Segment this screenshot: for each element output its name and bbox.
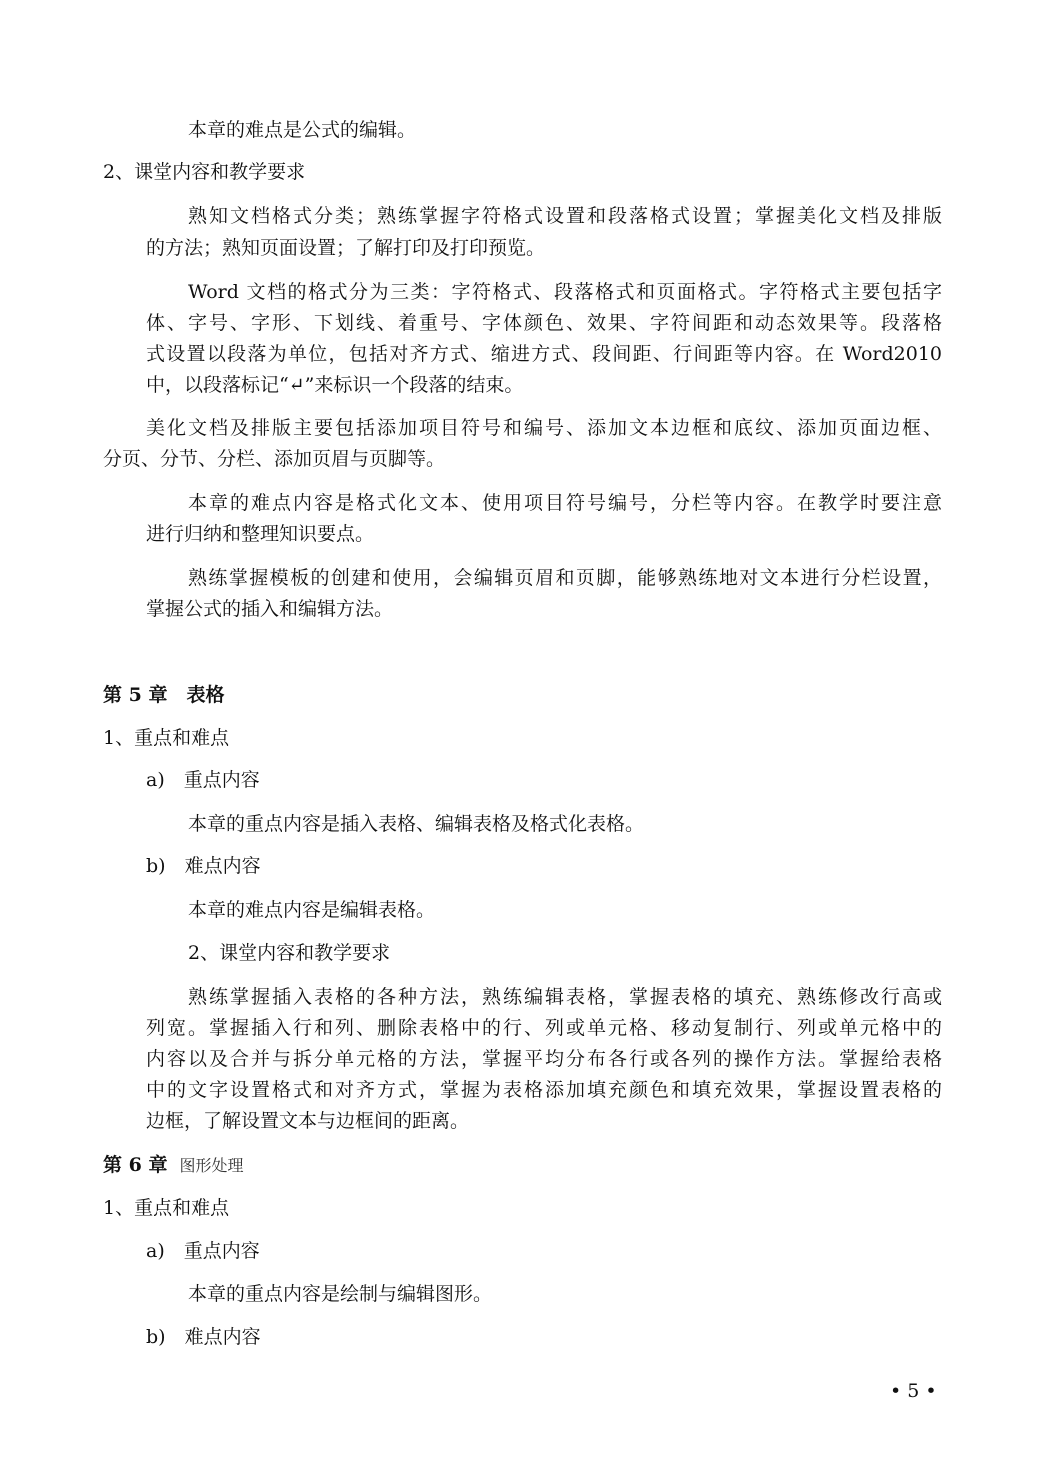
- list-item: b) 难点内容: [146, 855, 261, 877]
- paragraph-line: 美化文档及排版主要包括添加项目符号和编号、添加文本边框和底纹、添加页面边框、: [146, 417, 942, 439]
- paragraph-line: 中的文字设置格式和对齐方式，掌握为表格添加填充颜色和填充效果，掌握设置表格的: [146, 1079, 942, 1101]
- paragraph-line: 本章的难点内容是格式化文本、使用项目符号编号，分栏等内容。在教学时要注意: [188, 492, 942, 514]
- chapter-heading: 第 5 章 表格: [103, 684, 225, 706]
- paragraph-line: 进行归纳和整理知识要点。: [146, 523, 375, 545]
- paragraph-line: 式设置以段落为单位，包括对齐方式、缩进方式、段间距、行间距等内容。在 Word2010: [146, 343, 942, 365]
- paragraph-line: 列宽。掌握插入行和列、删除表格中的行、列或单元格、移动复制行、列或单元格中的: [146, 1017, 942, 1039]
- page-number: • 5 •: [890, 1380, 937, 1402]
- paragraph-line: 内容以及合并与拆分单元格的方法，掌握平均分布各行或各列的操作方法。掌握给表格: [146, 1048, 942, 1070]
- paragraph-line: 熟练掌握插入表格的各种方法，熟练编辑表格，掌握表格的填充、熟练修改行高或: [188, 986, 942, 1008]
- paragraph-line: Word 文档的格式分为三类：字符格式、段落格式和页面格式。字符格式主要包括字: [188, 281, 942, 303]
- paragraph-line: 掌握公式的插入和编辑方法。: [146, 598, 394, 620]
- chapter-title: 图形处理: [179, 1156, 244, 1175]
- list-item: a) 重点内容: [146, 769, 260, 791]
- paragraph-line: 体、字号、字形、下划线、着重号、字体颜色、效果、字符间距和动态效果等。段落格: [146, 312, 942, 334]
- paragraph-line: 本章的难点是公式的编辑。: [188, 119, 417, 141]
- section-heading: 2、课堂内容和教学要求: [103, 161, 306, 183]
- paragraph-line: 的方法；熟知页面设置；了解打印及打印预览。: [146, 237, 546, 259]
- paragraph-line: 熟练掌握模板的创建和使用，会编辑页眉和页脚，能够熟练地对文本进行分栏设置，: [188, 567, 942, 589]
- paragraph-line: 分页、分节、分栏、添加页眉与页脚等。: [103, 448, 446, 470]
- paragraph-line: 熟知文档格式分类；熟练掌握字符格式设置和段落格式设置；掌握美化文档及排版: [188, 205, 942, 227]
- list-item: b) 难点内容: [146, 1326, 261, 1348]
- list-item: a) 重点内容: [146, 1240, 260, 1262]
- paragraph-line: 本章的重点内容是插入表格、编辑表格及格式化表格。: [188, 813, 645, 835]
- chapter-number: 第 6 章: [103, 1154, 168, 1176]
- paragraph-line: 边框，了解设置文本与边框间的距离。: [146, 1110, 470, 1132]
- section-heading: 1、重点和难点: [103, 727, 230, 749]
- section-heading: 2、课堂内容和教学要求: [188, 942, 391, 964]
- section-heading: 1、重点和难点: [103, 1197, 230, 1219]
- chapter-heading: [103, 1153, 244, 1178]
- paragraph-line: 本章的难点内容是编辑表格。: [188, 899, 436, 921]
- paragraph-line: 本章的重点内容是绘制与编辑图形。: [188, 1283, 493, 1305]
- paragraph-line: 中，以段落标记“↵”来标识一个段落的结束。: [146, 374, 524, 396]
